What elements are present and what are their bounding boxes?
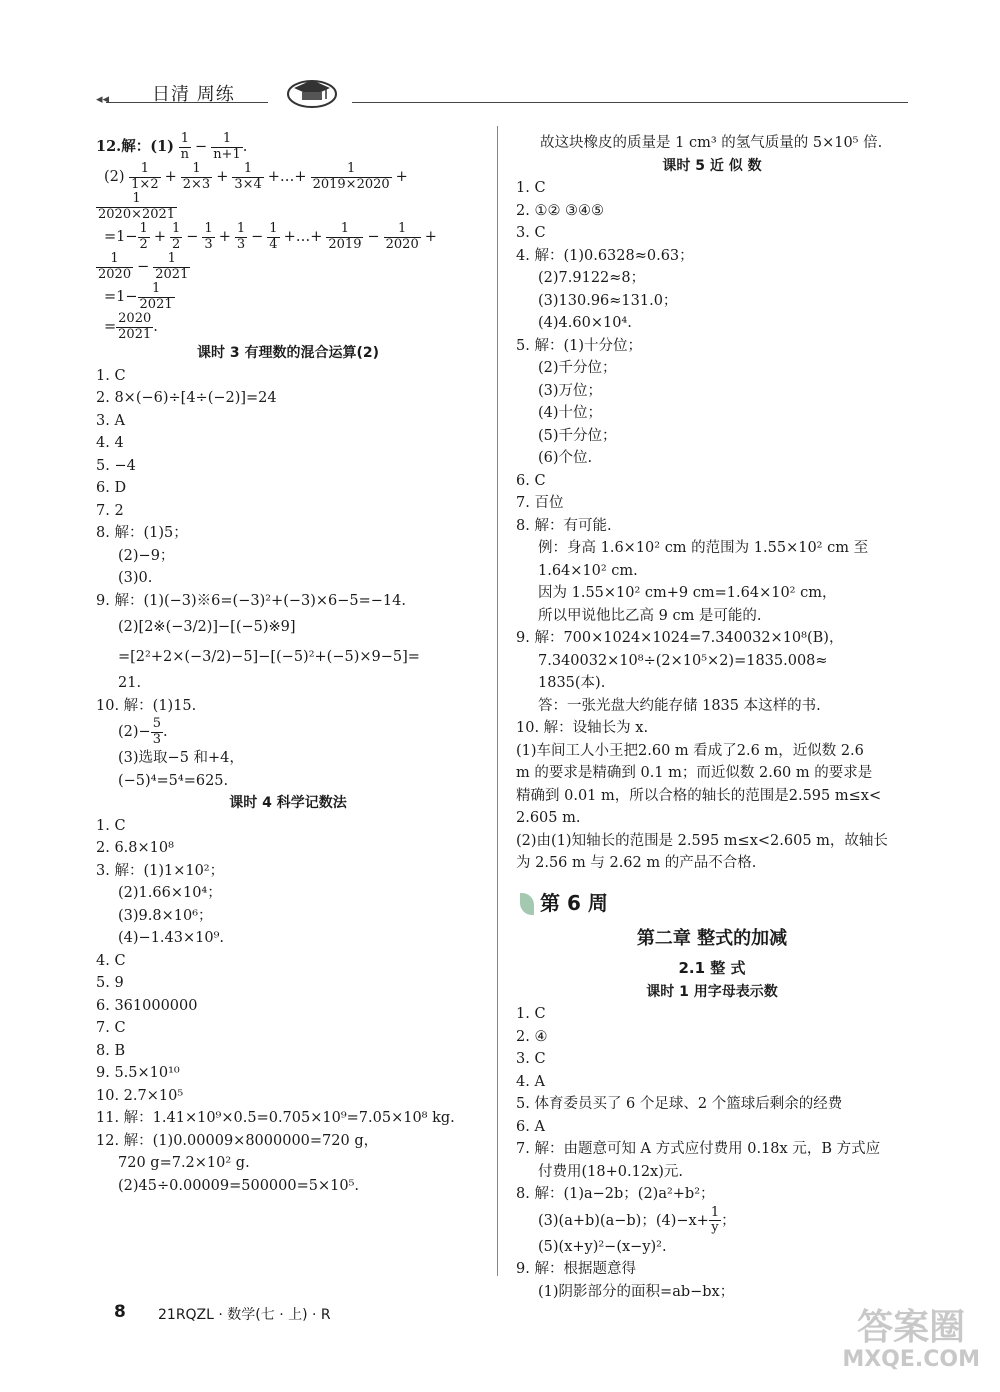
answer-line: (2)由(1)知轴长的范围是 2.595 m≤x<2.605 m，故轴长 xyxy=(516,832,888,849)
answer-line: 10. 2.7×10⁵ xyxy=(96,1087,184,1104)
answer-line: 7.340032×10⁸÷(2×10⁵×2)=1835.008≈ xyxy=(538,652,828,669)
answer-line: 4. 4 xyxy=(96,435,124,451)
answer-line: 7. 百位 xyxy=(516,495,564,511)
answer-line: 8. 解：(1)a−2b；(2)a²+b²； xyxy=(516,1186,715,1202)
answer-line: 9. 解：根据题意得 xyxy=(516,1261,636,1277)
section-title-lesson3: 课时 3 有理数的混合运算(2) xyxy=(196,345,380,361)
answer-line: 11. 解：1.41×10⁹×0.5=0.705×10⁹=7.05×10⁸ kg. xyxy=(96,1110,455,1126)
page-number: 8 xyxy=(114,1302,126,1322)
fraction: $\frac{1}{n}$ xyxy=(180,131,190,162)
answer-line: 6. D xyxy=(96,480,127,496)
answer-line: 6. C xyxy=(516,472,546,489)
column-divider xyxy=(497,126,498,1276)
answer-line: 21. xyxy=(118,675,142,691)
page-header xyxy=(96,74,908,108)
answer-line: 2. ④ xyxy=(516,1028,548,1045)
graduation-cap-icon xyxy=(286,74,338,108)
week-label: 第 6 周 xyxy=(540,890,608,915)
q12-eq1: =1− $\frac{1}{2}$ + $\frac{1}{2}$ − $\frac{1}{3}$ + $\frac{1}{3}$ − $\frac{1}{4}$ +…+ $\frac{1}{2019}$ − $\frac{1}{2020}$ + xyxy=(104,221,437,252)
fraction: $\frac{1}{3\times 4}$ xyxy=(234,161,262,192)
week-banner xyxy=(516,883,908,923)
answer-line: (2)1.66×10⁴； xyxy=(118,885,222,901)
answer-line: 9. 解：700×1024×1024=7.340032×10⁸(B)， xyxy=(516,630,844,646)
answer-line: 4. C xyxy=(96,952,126,969)
answer-line: (2)−9； xyxy=(118,547,175,564)
answer-line: 5. 体育委员买了 6 个足球、2 个篮球后剩余的经费 xyxy=(516,1096,843,1112)
answer-line: 付费用(18+0.12x)元. xyxy=(538,1163,683,1180)
answer-line: (4)十位； xyxy=(538,405,603,421)
answer-line: (3)选取−5 和+4， xyxy=(118,750,244,766)
answer-line: 7. 解：由题意可知 A 方式应付费用 0.18x 元，B 方式应 xyxy=(516,1141,881,1157)
answer-line: 10. 解：设轴长为 x. xyxy=(516,720,649,736)
section-title-lesson5: 课时 5 近 似 数 xyxy=(662,157,762,174)
answer-line: 2. 6.8×10⁸ xyxy=(96,840,174,856)
answer-line: (−5)⁴=5⁴=625. xyxy=(118,772,229,789)
answer-line: (2)7.9122≈8； xyxy=(538,270,646,286)
q12-eq3: = $\frac{2020}{2021}$ . xyxy=(104,311,158,342)
answer-line: (2)− $\frac{5}{3}$ . xyxy=(118,716,168,747)
answer-line: 6. A xyxy=(516,1118,545,1135)
answer-line: 5. −4 xyxy=(96,457,136,474)
answer-line: 4. A xyxy=(516,1073,545,1090)
answer-line: 1. C xyxy=(96,367,126,384)
answer-line: 例：身高 1.6×10² cm 的范围为 1.55×10² cm 至 xyxy=(538,540,869,556)
answer-line: 1. C xyxy=(516,1006,546,1022)
answer-line: 2.605 m. xyxy=(516,810,581,826)
answer-line: 6. 361000000 xyxy=(96,997,198,1014)
answer-line: 5. 解：(1)十分位； xyxy=(516,337,642,354)
answer-line: 答：一张光盘大约能存储 1835 本这样的书. xyxy=(538,697,821,714)
section-title-lesson4: 课时 4 科学记数法 xyxy=(229,795,347,811)
answer-line: 为 2.56 m 与 2.62 m 的产品不合格. xyxy=(516,855,757,871)
answer-line: (5)千分位； xyxy=(538,427,617,444)
answer-line: 720 g=7.2×10² g. xyxy=(118,1155,250,1171)
arrow-left-icon: ◂◂ xyxy=(96,92,110,107)
answer-line: (2)千分位； xyxy=(538,360,617,376)
answer-line: (2)[2※(−3/2)]−[(−5)※9] xyxy=(118,619,296,635)
right-column xyxy=(516,132,908,1303)
fraction: $\frac{1}{2\times 3}$ xyxy=(182,161,211,192)
fraction: $\frac{1}{2019\times 2020}$ xyxy=(312,161,390,192)
answer-line: =[2²+2×(−3/2)−5]−[(−5)²+(−5)×9−5]= xyxy=(118,649,420,665)
answer-line: 3. C xyxy=(516,1051,546,1067)
answer-line: 8. B xyxy=(96,1042,126,1059)
answer-line: 所以甲说他比乙高 9 cm 是可能的. xyxy=(538,607,762,624)
fraction: $\frac{1}{2020\times 2021}$ xyxy=(98,191,176,222)
header-rule-right xyxy=(352,102,908,103)
watermark-line1: 答案圈 xyxy=(857,1307,966,1349)
q12-part2-sum: (2) $\frac{1}{1\times 2}$ + $\frac{1}{2\times 3}$ + $\frac{1}{3\times 4}$ +…+ $\frac{1}{2019\times 2020}$ + xyxy=(104,161,408,192)
answer-line: 10. 解：(1)15. xyxy=(96,697,197,714)
answer-line: 故这块橡皮的质量是 1 cm³ 的氢气质量的 5×10⁵ 倍. xyxy=(540,135,883,151)
header-title: 日清 周练 xyxy=(152,84,235,105)
q12-part2-last-term xyxy=(96,192,480,222)
answer-line: (1)车间工人小王把2.60 m 看成了2.6 m，近似数 2.6 xyxy=(516,742,864,759)
answer-line: 因为 1.55×10² cm+9 cm=1.64×10² cm， xyxy=(538,585,837,601)
answer-line: 8. 解：有可能. xyxy=(516,517,612,534)
fraction: $\frac{1}{1\times 2}$ xyxy=(131,161,159,192)
answer-line: (5)(x+y)²−(x−y)². xyxy=(538,1238,667,1255)
answer-line: 7. 2 xyxy=(96,502,124,519)
answer-line: (2)45÷0.00009=500000=5×10⁵. xyxy=(118,1177,359,1194)
answer-line: (4)4.60×10⁴. xyxy=(538,315,632,331)
answer-line: (6)个位. xyxy=(538,450,593,466)
answer-line: 5. 9 xyxy=(96,975,124,991)
answer-line: 精确到 0.01 m，所以合格的轴长的范围是2.595 m≤x< xyxy=(516,787,882,804)
answer-line: 1. C xyxy=(516,180,546,196)
answer-line: 9. 解：(1)(−3)※6=(−3)²+(−3)×6−5=−14. xyxy=(96,592,406,609)
answer-line: 1.64×10² cm. xyxy=(538,562,638,579)
subchapter-title: 2.1 整 式 xyxy=(678,958,746,977)
answer-line: 3. C xyxy=(516,225,546,241)
fraction: $\frac{1}{n+1}$ xyxy=(213,131,241,162)
answer-line: (4)−1.43×10⁹. xyxy=(118,930,224,946)
chapter-title: 第二章 整式的加减 xyxy=(636,927,788,949)
answer-line: 8. 解：(1)5； xyxy=(96,525,188,541)
book-code: 21RQZL · 数学(七 · 上) · R xyxy=(158,1307,331,1323)
answer-line: 3. A xyxy=(96,412,125,429)
answer-line: (3)0. xyxy=(118,570,153,586)
answer-line: 12. 解：(1)0.00009×8000000=720 g， xyxy=(96,1132,379,1149)
q12-part1: 12.解：(1) $\frac{1}{n}$ − $\frac{1}{n+1}$ . xyxy=(96,131,248,162)
leaf-icon xyxy=(520,893,534,915)
answer-line: (1)阴影部分的面积=ab−bx； xyxy=(538,1283,735,1300)
answer-line: (3)9.8×10⁶； xyxy=(118,907,213,924)
watermark-line2: MXQE.COM xyxy=(842,1346,980,1372)
answer-line: 2. 8×(−6)÷[4÷(−2)]=24 xyxy=(96,390,277,406)
answer-line: 3. 解：(1)1×10²； xyxy=(96,862,225,879)
answer-line: 7. C xyxy=(96,1020,126,1036)
answer-line: 1. C xyxy=(96,817,126,834)
answer-line: m 的要求是精确到 0.1 m；而近似数 2.60 m 的要求是 xyxy=(516,765,873,781)
answer-line: 2. ①② ③④⑤ xyxy=(516,202,605,219)
watermark-logo xyxy=(842,1308,980,1372)
q12-eq1-cont: $\frac{1}{2020}$ − $\frac{1}{2021}$ xyxy=(98,251,189,282)
section-title-lesson1: 课时 1 用字母表示数 xyxy=(646,983,778,1000)
answer-line: 1835(本). xyxy=(538,675,606,691)
q12-eq2: =1− $\frac{1}{2021}$ xyxy=(104,281,173,312)
answer-line: 4. 解：(1)0.6328≈0.63； xyxy=(516,247,694,264)
answer-line: (3)万位； xyxy=(538,382,603,399)
answer-line: (3)130.96≈131.0； xyxy=(538,292,678,309)
answer-line: 9. 5.5×10¹⁰ xyxy=(96,1065,180,1081)
answer-line: (3)(a+b)(a−b)；(4)−x+ $\frac{1}{y}$ ； xyxy=(538,1204,736,1235)
left-column xyxy=(96,132,480,1197)
